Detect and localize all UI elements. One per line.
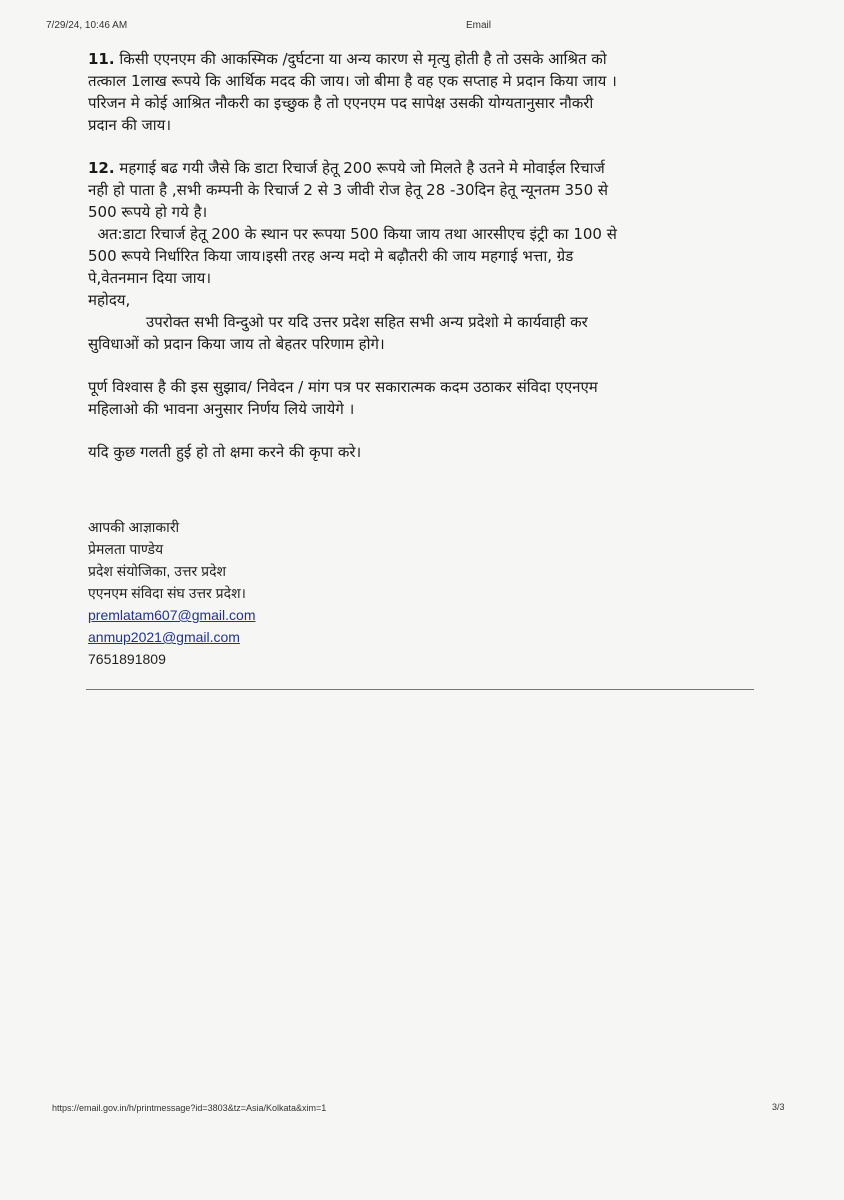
paragraph-line: पूर्ण विश्वास है की इस सुझाव/ निवेदन / मांग पत्र पर सकारात्मक कदम उठाकर संविदा एएनएम — [88, 378, 598, 396]
paragraph-12 — [88, 157, 738, 355]
paragraph-line: 12. महगाई बढ गयी जैसे कि डाटा रिचार्ज हेतू 200 रूपये जो मिलते है उतने मे मोवाईल रिचार्ज — [88, 159, 605, 177]
paragraph-line: अत:डाटा रिचार्ज हेतू 200 के स्थान पर रूपया 500 किया जाय तथा आरसीएच इंट्री का 100 से — [88, 225, 617, 243]
paragraph-line: सुविधाओं को प्रदान किया जाय तो बेहतर परिणाम होगे। — [88, 335, 385, 353]
paragraph-trust — [88, 376, 738, 420]
print-datetime: 7/29/24, 10:46 AM — [46, 20, 128, 31]
paragraph-line: 11. किसी एएनएम की आकस्मिक /दुर्घटना या अन्य कारण से मृत्यु होती है तो उसके आश्रित को — [88, 50, 607, 68]
paragraph-line: प्रदान की जाय। — [88, 116, 172, 134]
divider-line — [86, 689, 754, 690]
signature-organization: एएनएम संविदा संघ उत्तर प्रदेश। — [88, 585, 246, 601]
email-link-1[interactable]: premlatam607@gmail.com — [88, 607, 256, 623]
paragraph-line: महिलाओ की भावना अनुसार निर्णय लिये जायेगे । — [88, 400, 355, 418]
paragraph-line: यदि कुछ गलती हुई हो तो क्षमा करने की कृपा करे। — [88, 443, 362, 461]
signature-closing: आपकी आज्ञाकारी — [88, 519, 180, 535]
email-link-2[interactable]: anmup2021@gmail.com — [88, 629, 240, 645]
print-title: Email — [466, 20, 492, 31]
page-number: 3/3 — [772, 1102, 785, 1112]
paragraph-line: नही हो पाता है ,सभी कम्पनी के रिचार्ज 2 से 3 जीवी रोज हेतू 28 -30दिन हेतू न्यूनतम 350 से — [88, 181, 609, 199]
letter-body — [88, 48, 738, 484]
signature-phone: 7651891809 — [88, 651, 166, 667]
paragraph-line: पे,वेतनमान दिया जाय। — [88, 269, 212, 287]
salutation: महोदय, — [88, 291, 131, 309]
paragraph-line: 500 रूपये हो गये है। — [88, 203, 208, 221]
paragraph-apology — [88, 441, 738, 463]
signature-designation: प्रदेश संयोजिका, उत्तर प्रदेश — [88, 563, 227, 579]
paragraph-line: परिजन मे कोई आश्रित नौकरी का इच्छुक है तो एएनएम पद सापेक्ष उसकी योग्यतानुसार नौकरी — [88, 94, 594, 112]
paragraph-11 — [88, 48, 738, 136]
point-number: 11. — [88, 50, 115, 68]
signature-name: प्रेमलता पाण्डेय — [88, 541, 164, 557]
paragraph-line: 500 रूपये निर्धारित किया जाय।इसी तरह अन्य मदो मे बढ़ौतरी की जाय महगाई भत्ता, ग्रेड — [88, 247, 574, 265]
footer-url: https://email.gov.in/h/printmessage?id=3803&tz=Asia/Kolkata&xim=1 — [52, 1103, 327, 1113]
point-number: 12. — [88, 159, 115, 177]
paragraph-line: तत्काल 1लाख रूपये कि आर्थिक मदद की जाय। जो बीमा है वह एक सप्ताह मे प्रदान किया जाय । — [88, 72, 617, 90]
paragraph-line: उपरोक्त सभी विन्दुओ पर यदि उत्तर प्रदेश सहित सभी अन्य प्रदेशो मे कार्यवाही कर — [146, 313, 588, 331]
signature-block — [88, 516, 488, 670]
